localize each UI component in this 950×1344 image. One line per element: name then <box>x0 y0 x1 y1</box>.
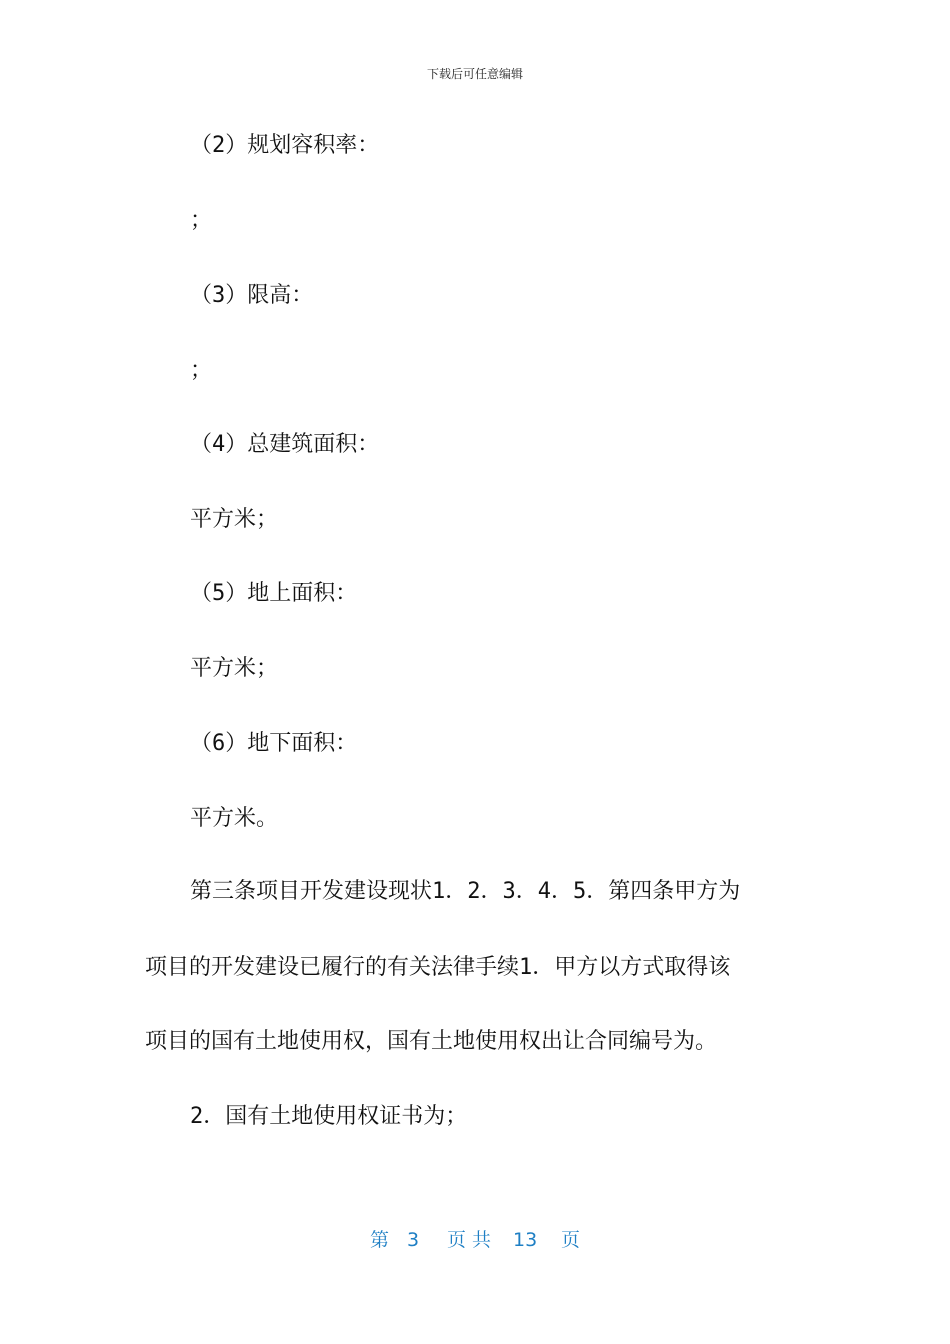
body-line-unit: 平方米。 <box>190 806 279 831</box>
page-footer <box>0 1226 950 1254</box>
body-line-blank: ； <box>190 358 213 383</box>
body-line-blank: ； <box>190 208 213 233</box>
body-line-above-ground-area: （5）地上面积： <box>190 581 358 606</box>
footer-page-number: 3 <box>407 1229 420 1251</box>
body-line-total-area: （4）总建筑面积： <box>190 432 380 457</box>
footer-prefix: 第 <box>370 1229 390 1251</box>
body-line-unit: 平方米； <box>190 507 279 532</box>
body-line-certificate: 2．国有土地使用权证书为； <box>190 1104 468 1129</box>
header-note: 下载后可任意编辑 <box>426 67 523 81</box>
footer-suffix: 页 <box>561 1229 581 1251</box>
footer-total-pages: 13 <box>513 1229 538 1251</box>
footer-middle: 页 共 <box>447 1229 492 1251</box>
body-line-article-3: 第三条项目开发建设现状1．2．3．4．5．第四条甲方为 <box>190 879 741 904</box>
body-line-legal-procedures: 项目的开发建设已履行的有关法律手续1．甲方以方式取得该 <box>145 955 731 980</box>
body-line-unit: 平方米； <box>190 656 279 681</box>
body-line-land-use-right: 项目的国有土地使用权，国有土地使用权出让合同编号为。 <box>145 1029 718 1054</box>
body-line-plot-ratio: （2）规划容积率： <box>190 133 380 158</box>
body-line-height-limit: （3）限高： <box>190 283 314 308</box>
body-line-underground-area: （6）地下面积： <box>190 731 358 756</box>
